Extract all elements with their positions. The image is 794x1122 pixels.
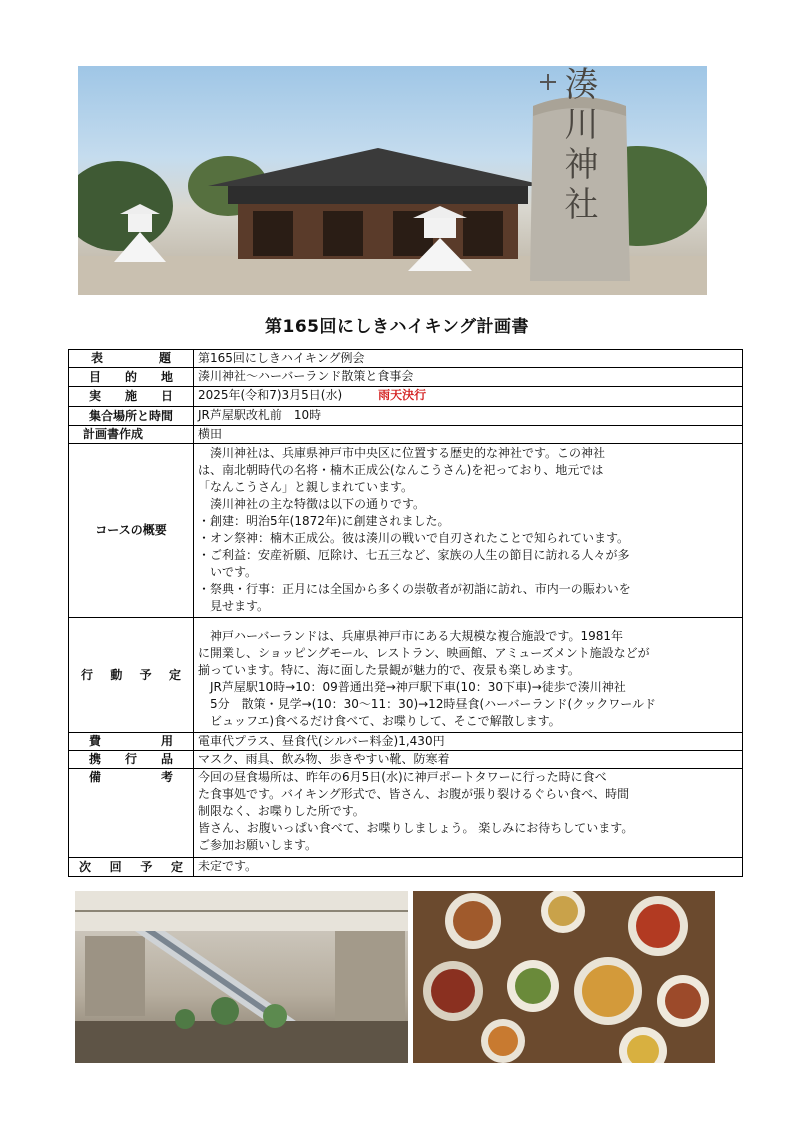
course-line: 湊川神社は、兵庫県神戸市中央区に位置する歴史的な神社です。この神社: [198, 446, 606, 460]
cost-label: 費 用: [69, 733, 194, 751]
page-title: 第165回にしきハイキング計画書: [265, 317, 529, 337]
row-notes: [69, 769, 743, 858]
row-cost: [69, 733, 743, 751]
action-line: 5分 散策・見学→(10：30～11：30)→12時昼食(ハーバーランド(クックワールド: [210, 697, 656, 711]
action-line: 揃っています。特に、海に面した景観が魅力的で、夜景も楽しめます。: [198, 663, 580, 677]
action-line: JR芦屋駅10時→10：09普通出発→神戸駅下車(10：30下車)→徒歩で湊川神社: [210, 680, 626, 694]
next-value: 未定です。: [194, 858, 743, 877]
notes-line: 今回の昼食場所は、昨年の6月5日(水)に神戸ポートタワーに行った時に食べ: [198, 770, 607, 784]
notes-text: [194, 769, 743, 858]
course-text: [194, 444, 743, 618]
date-text: 2025年(令和7)3月5日(水): [198, 388, 343, 402]
buffet-photo: [413, 891, 715, 1063]
row-items: [69, 751, 743, 769]
notes-line: 制限なく、お喋りした所です。: [198, 804, 365, 818]
row-destination: [69, 368, 743, 387]
row-date: [69, 387, 743, 407]
row-meeting: [69, 407, 743, 426]
rain-note: 雨天決行: [378, 388, 427, 402]
next-label: 次 回 予 定: [69, 858, 194, 877]
items-label: 携 行 品: [69, 751, 194, 769]
course-line: 「なんこうさん」と親しまれています。: [198, 480, 414, 494]
course-line: ・オン祭神：楠木正成公。彼は湊川の戦いで自刃されたことで知られています。: [198, 531, 630, 545]
action-line: [198, 618, 738, 628]
row-next: [69, 858, 743, 877]
author-value: 横田: [194, 426, 743, 444]
row-course: [69, 444, 743, 618]
course-line: は、南北朝時代の名将・楠木正成公(なんこうさん)を祀っており、地元では: [198, 463, 604, 477]
shrine-photo: [78, 66, 707, 295]
notes-label: 備 考: [69, 769, 194, 858]
author-label: 計画書作成: [69, 426, 194, 444]
course-line: ・創建：明治5年(1872年)に創建されました。: [198, 514, 450, 528]
action-line: 神戸ハーバーランドは、兵庫県神戸市にある大規模な複合施設です。1981年: [198, 629, 623, 643]
row-title: [69, 350, 743, 368]
title-label: 表 題: [69, 350, 194, 368]
destination-label: 目 的 地: [69, 368, 194, 387]
course-line: 湊川神社の主な特徴は以下の通りです。: [198, 497, 426, 511]
action-line: ビュッフエ)食べるだけ食べて、お喋りして、そこで解散します。: [210, 714, 561, 728]
course-line: 見せます。: [198, 599, 270, 613]
action-text: [194, 618, 743, 733]
destination-value: 湊川神社～ハーバーランド散策と食事会: [194, 368, 743, 387]
row-action: [69, 618, 743, 733]
action-line: に開業し、ショッピングモール、レストラン、映画館、アミューズメント施設などが: [198, 646, 650, 660]
cost-value: 電車代プラス、昼食代(シルバー料金)1,430円: [194, 733, 743, 751]
meeting-value: JR芦屋駅改札前 10時: [194, 407, 743, 426]
notes-line: た食事処です。バイキング形式で、皆さん、お腹が張り裂けるぐらい食べ、時間: [198, 787, 630, 801]
harborland-photo: [75, 891, 408, 1063]
pillar-inscription: 湊川神社: [558, 66, 598, 226]
row-author: [69, 426, 743, 444]
notes-line: ご参加お願いします。: [198, 838, 318, 852]
date-label: 実 施 日: [69, 387, 194, 407]
items-value: マスク、雨具、飲み物、歩きやすい靴、防寒着: [194, 751, 743, 769]
course-line: いです。: [198, 565, 258, 579]
notes-line: 皆さん、お腹いっぱい食べて、お喋りしましょう。 楽しみにお待ちしています。: [198, 821, 634, 835]
action-label: 行 動 予 定: [69, 618, 194, 733]
date-value: [194, 387, 743, 407]
plan-table: [68, 349, 743, 877]
course-line: ・祭典・行事：正月には全国から多くの崇敬者が初詣に訪れ、市内一の賑わいを: [198, 582, 631, 596]
title-value: 第165回にしきハイキング例会: [194, 350, 743, 368]
course-line: ・ご利益：安産祈願、厄除け、七五三など、家族の人生の節目に訪れる人々が多: [198, 548, 630, 562]
meeting-label: 集合場所と時間: [69, 407, 194, 426]
course-label: コースの概要: [69, 444, 194, 618]
